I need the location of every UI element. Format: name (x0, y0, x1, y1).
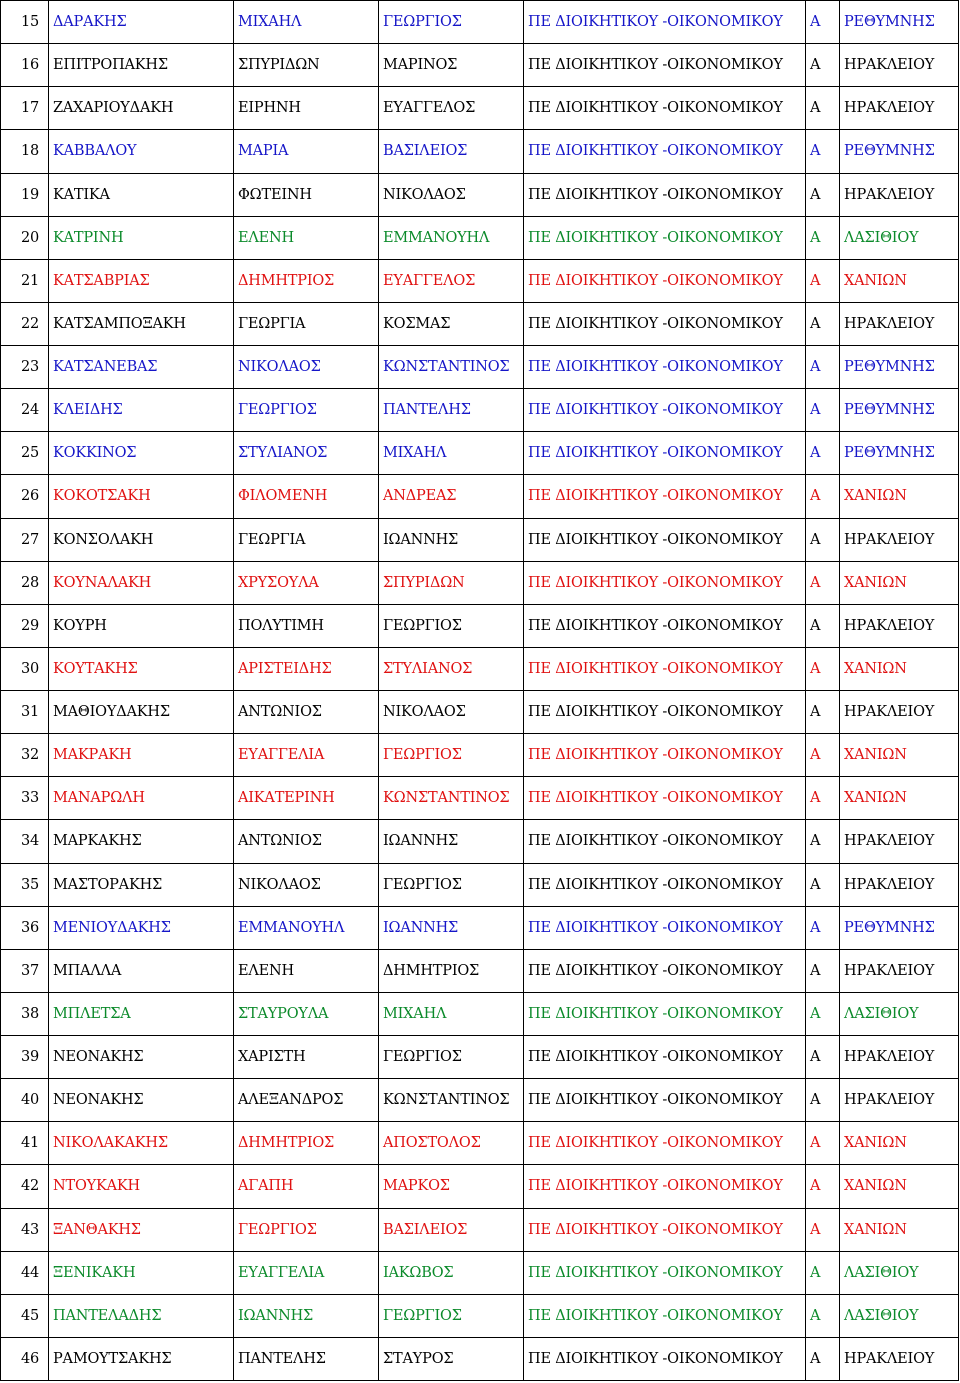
prefecture-cell: ΗΡΑΚΛΕΙΟΥ (840, 173, 959, 216)
category-cell: ΠΕ ΔΙΟΙΚΗΤΙΚΟΥ -ΟΙΚΟΝΟΜΙΚΟΥ (524, 1036, 806, 1079)
father-name-cell: ΕΜΜΑΝΟΥΗΛ (379, 216, 524, 259)
prefecture-cell: ΧΑΝΙΩΝ (840, 475, 959, 518)
grade-cell: Α (806, 992, 840, 1035)
prefecture-cell: ΡΕΘΥΜΝΗΣ (840, 389, 959, 432)
prefecture-cell: ΡΕΘΥΜΝΗΣ (840, 130, 959, 173)
father-name-cell: ΜΙΧΑΗΛ (379, 992, 524, 1035)
category-cell: ΠΕ ΔΙΟΙΚΗΤΙΚΟΥ -ΟΙΚΟΝΟΜΙΚΟΥ (524, 1, 806, 44)
category-cell: ΠΕ ΔΙΟΙΚΗΤΙΚΟΥ -ΟΙΚΟΝΟΜΙΚΟΥ (524, 346, 806, 389)
surname-cell: ΚΑΤΡΙΝΗ (49, 216, 234, 259)
father-name-cell: ΒΑΣΙΛΕΙΟΣ (379, 130, 524, 173)
first-name-cell: ΓΕΩΡΓΙΟΣ (234, 389, 379, 432)
father-name-cell: ΒΑΣΙΛΕΙΟΣ (379, 1208, 524, 1251)
table-row (1, 389, 959, 432)
grade-cell: Α (806, 820, 840, 863)
grade-cell: Α (806, 173, 840, 216)
category-cell: ΠΕ ΔΙΟΙΚΗΤΙΚΟΥ -ΟΙΚΟΝΟΜΙΚΟΥ (524, 44, 806, 87)
surname-cell: ΞΑΝΘΑΚΗΣ (49, 1208, 234, 1251)
prefecture-cell: ΧΑΝΙΩΝ (840, 561, 959, 604)
row-number: 23 (1, 346, 49, 389)
prefecture-cell: ΧΑΝΙΩΝ (840, 647, 959, 690)
grade-cell: Α (806, 1208, 840, 1251)
first-name-cell: ΜΙΧΑΗΛ (234, 1, 379, 44)
category-cell: ΠΕ ΔΙΟΙΚΗΤΙΚΟΥ -ΟΙΚΟΝΟΜΙΚΟΥ (524, 259, 806, 302)
prefecture-cell: ΗΡΑΚΛΕΙΟΥ (840, 87, 959, 130)
surname-cell: ΚΑΤΣΑΝΕΒΑΣ (49, 346, 234, 389)
table-row (1, 432, 959, 475)
father-name-cell: ΜΑΡΚΟΣ (379, 1165, 524, 1208)
prefecture-cell: ΧΑΝΙΩΝ (840, 777, 959, 820)
father-name-cell: ΜΙΧΑΗΛ (379, 432, 524, 475)
surname-cell: ΚΟΚΟΤΣΑΚΗ (49, 475, 234, 518)
father-name-cell: ΙΑΚΩΒΟΣ (379, 1251, 524, 1294)
first-name-cell: ΑΛΕΞΑΝΔΡΟΣ (234, 1079, 379, 1122)
table-row (1, 1208, 959, 1251)
father-name-cell: ΓΕΩΡΓΙΟΣ (379, 604, 524, 647)
surname-cell: ΠΑΝΤΕΛΑΔΗΣ (49, 1294, 234, 1337)
father-name-cell: ΣΤΥΛΙΑΝΟΣ (379, 647, 524, 690)
grade-cell: Α (806, 647, 840, 690)
surname-cell: ΚΟΥΤΑΚΗΣ (49, 647, 234, 690)
prefecture-cell: ΗΡΑΚΛΕΙΟΥ (840, 691, 959, 734)
table-row (1, 87, 959, 130)
first-name-cell: ΑΓΑΠΗ (234, 1165, 379, 1208)
row-number: 46 (1, 1337, 49, 1380)
prefecture-cell: ΗΡΑΚΛΕΙΟΥ (840, 820, 959, 863)
table-row (1, 1294, 959, 1337)
father-name-cell: ΝΙΚΟΛΑΟΣ (379, 691, 524, 734)
table-row (1, 44, 959, 87)
row-number: 32 (1, 734, 49, 777)
surname-cell: ΚΟΥΡΗ (49, 604, 234, 647)
category-cell: ΠΕ ΔΙΟΙΚΗΤΙΚΟΥ -ΟΙΚΟΝΟΜΙΚΟΥ (524, 216, 806, 259)
surname-cell: ΜΑΝΑΡΩΛΗ (49, 777, 234, 820)
grade-cell: Α (806, 259, 840, 302)
prefecture-cell: ΡΕΘΥΜΝΗΣ (840, 346, 959, 389)
surname-cell: ΚΑΒΒΑΛΟΥ (49, 130, 234, 173)
category-cell: ΠΕ ΔΙΟΙΚΗΤΙΚΟΥ -ΟΙΚΟΝΟΜΙΚΟΥ (524, 949, 806, 992)
prefecture-cell: ΡΕΘΥΜΝΗΣ (840, 1, 959, 44)
first-name-cell: ΔΗΜΗΤΡΙΟΣ (234, 1122, 379, 1165)
first-name-cell: ΕΛΕΝΗ (234, 949, 379, 992)
father-name-cell: ΝΙΚΟΛΑΟΣ (379, 173, 524, 216)
first-name-cell: ΔΗΜΗΤΡΙΟΣ (234, 259, 379, 302)
first-name-cell: ΑΝΤΩΝΙΟΣ (234, 820, 379, 863)
table-row (1, 259, 959, 302)
first-name-cell: ΑΙΚΑΤΕΡΙΝΗ (234, 777, 379, 820)
grade-cell: Α (806, 389, 840, 432)
table-row (1, 1122, 959, 1165)
category-cell: ΠΕ ΔΙΟΙΚΗΤΙΚΟΥ -ΟΙΚΟΝΟΜΙΚΟΥ (524, 777, 806, 820)
surname-cell: ΖΑΧΑΡΙΟΥΔΑΚΗ (49, 87, 234, 130)
father-name-cell: ΓΕΩΡΓΙΟΣ (379, 1036, 524, 1079)
table-row (1, 734, 959, 777)
row-number: 36 (1, 906, 49, 949)
surname-cell: ΞΕΝΙΚΑΚΗ (49, 1251, 234, 1294)
category-cell: ΠΕ ΔΙΟΙΚΗΤΙΚΟΥ -ΟΙΚΟΝΟΜΙΚΟΥ (524, 1079, 806, 1122)
first-name-cell: ΠΟΛΥΤΙΜΗ (234, 604, 379, 647)
table-row (1, 604, 959, 647)
prefecture-cell: ΡΕΘΥΜΝΗΣ (840, 432, 959, 475)
table-row (1, 1251, 959, 1294)
first-name-cell: ΣΤΑΥΡΟΥΛΑ (234, 992, 379, 1035)
first-name-cell: ΑΝΤΩΝΙΟΣ (234, 691, 379, 734)
surname-cell: ΜΠΑΛΛΑ (49, 949, 234, 992)
first-name-cell: ΕΙΡΗΝΗ (234, 87, 379, 130)
row-number: 39 (1, 1036, 49, 1079)
surname-cell: ΝΤΟΥΚΑΚΗ (49, 1165, 234, 1208)
table-row (1, 647, 959, 690)
prefecture-cell: ΛΑΣΙΘΙΟΥ (840, 1294, 959, 1337)
prefecture-cell: ΗΡΑΚΛΕΙΟΥ (840, 518, 959, 561)
grade-cell: Α (806, 216, 840, 259)
father-name-cell: ΚΩΝΣΤΑΝΤΙΝΟΣ (379, 346, 524, 389)
grade-cell: Α (806, 1122, 840, 1165)
surname-cell: ΜΑΘΙΟΥΔΑΚΗΣ (49, 691, 234, 734)
table-row (1, 691, 959, 734)
grade-cell: Α (806, 1337, 840, 1380)
surname-cell: ΚΑΤΣΑΜΠΟΞΑΚΗ (49, 302, 234, 345)
first-name-cell: ΦΩΤΕΙΝΗ (234, 173, 379, 216)
table-row (1, 518, 959, 561)
grade-cell: Α (806, 863, 840, 906)
table-row (1, 130, 959, 173)
first-name-cell: ΦΙΛΟΜΕΝΗ (234, 475, 379, 518)
table-row (1, 475, 959, 518)
row-number: 29 (1, 604, 49, 647)
grade-cell: Α (806, 906, 840, 949)
surname-cell: ΝΕΟΝΑΚΗΣ (49, 1079, 234, 1122)
category-cell: ΠΕ ΔΙΟΙΚΗΤΙΚΟΥ -ΟΙΚΟΝΟΜΙΚΟΥ (524, 432, 806, 475)
prefecture-cell: ΧΑΝΙΩΝ (840, 259, 959, 302)
row-number: 35 (1, 863, 49, 906)
category-cell: ΠΕ ΔΙΟΙΚΗΤΙΚΟΥ -ΟΙΚΟΝΟΜΙΚΟΥ (524, 691, 806, 734)
prefecture-cell: ΗΡΑΚΛΕΙΟΥ (840, 44, 959, 87)
surname-cell: ΚΟΚΚΙΝΟΣ (49, 432, 234, 475)
category-cell: ΠΕ ΔΙΟΙΚΗΤΙΚΟΥ -ΟΙΚΟΝΟΜΙΚΟΥ (524, 820, 806, 863)
table-row (1, 1, 959, 44)
father-name-cell: ΕΥΑΓΓΕΛΟΣ (379, 87, 524, 130)
prefecture-cell: ΛΑΣΙΘΙΟΥ (840, 1251, 959, 1294)
first-name-cell: ΓΕΩΡΓΙΑ (234, 518, 379, 561)
prefecture-cell: ΗΡΑΚΛΕΙΟΥ (840, 863, 959, 906)
grade-cell: Α (806, 604, 840, 647)
table-row (1, 302, 959, 345)
table-row (1, 1079, 959, 1122)
table-row (1, 1036, 959, 1079)
row-number: 26 (1, 475, 49, 518)
grade-cell: Α (806, 1251, 840, 1294)
surname-cell: ΕΠΙΤΡΟΠΑΚΗΣ (49, 44, 234, 87)
category-cell: ΠΕ ΔΙΟΙΚΗΤΙΚΟΥ -ΟΙΚΟΝΟΜΙΚΟΥ (524, 1337, 806, 1380)
prefecture-cell: ΗΡΑΚΛΕΙΟΥ (840, 604, 959, 647)
row-number: 31 (1, 691, 49, 734)
grade-cell: Α (806, 561, 840, 604)
roster-body (1, 1, 959, 1381)
row-number: 41 (1, 1122, 49, 1165)
row-number: 27 (1, 518, 49, 561)
category-cell: ΠΕ ΔΙΟΙΚΗΤΙΚΟΥ -ΟΙΚΟΝΟΜΙΚΟΥ (524, 475, 806, 518)
father-name-cell: ΠΑΝΤΕΛΗΣ (379, 389, 524, 432)
first-name-cell: ΕΥΑΓΓΕΛΙΑ (234, 734, 379, 777)
category-cell: ΠΕ ΔΙΟΙΚΗΤΙΚΟΥ -ΟΙΚΟΝΟΜΙΚΟΥ (524, 647, 806, 690)
category-cell: ΠΕ ΔΙΟΙΚΗΤΙΚΟΥ -ΟΙΚΟΝΟΜΙΚΟΥ (524, 1251, 806, 1294)
surname-cell: ΚΟΝΣΟΛΑΚΗ (49, 518, 234, 561)
table-row (1, 561, 959, 604)
first-name-cell: ΑΡΙΣΤΕΙΔΗΣ (234, 647, 379, 690)
category-cell: ΠΕ ΔΙΟΙΚΗΤΙΚΟΥ -ΟΙΚΟΝΟΜΙΚΟΥ (524, 1208, 806, 1251)
father-name-cell: ΓΕΩΡΓΙΟΣ (379, 1, 524, 44)
category-cell: ΠΕ ΔΙΟΙΚΗΤΙΚΟΥ -ΟΙΚΟΝΟΜΙΚΟΥ (524, 1165, 806, 1208)
category-cell: ΠΕ ΔΙΟΙΚΗΤΙΚΟΥ -ΟΙΚΟΝΟΜΙΚΟΥ (524, 173, 806, 216)
grade-cell: Α (806, 475, 840, 518)
surname-cell: ΚΑΤΙΚΑ (49, 173, 234, 216)
father-name-cell: ΣΤΑΥΡΟΣ (379, 1337, 524, 1380)
row-number: 44 (1, 1251, 49, 1294)
row-number: 34 (1, 820, 49, 863)
row-number: 24 (1, 389, 49, 432)
row-number: 15 (1, 1, 49, 44)
row-number: 20 (1, 216, 49, 259)
grade-cell: Α (806, 302, 840, 345)
surname-cell: ΜΕΝΙΟΥΔΑΚΗΣ (49, 906, 234, 949)
first-name-cell: ΜΑΡΙΑ (234, 130, 379, 173)
row-number: 16 (1, 44, 49, 87)
table-row (1, 173, 959, 216)
father-name-cell: ΙΩΑΝΝΗΣ (379, 518, 524, 561)
father-name-cell: ΑΠΟΣΤΟΛΟΣ (379, 1122, 524, 1165)
prefecture-cell: ΗΡΑΚΛΕΙΟΥ (840, 302, 959, 345)
father-name-cell: ΔΗΜΗΤΡΙΟΣ (379, 949, 524, 992)
prefecture-cell: ΛΑΣΙΘΙΟΥ (840, 216, 959, 259)
surname-cell: ΜΑΡΚΑΚΗΣ (49, 820, 234, 863)
row-number: 30 (1, 647, 49, 690)
table-row (1, 906, 959, 949)
father-name-cell: ΚΩΝΣΤΑΝΤΙΝΟΣ (379, 777, 524, 820)
grade-cell: Α (806, 130, 840, 173)
father-name-cell: ΚΩΝΣΤΑΝΤΙΝΟΣ (379, 1079, 524, 1122)
row-number: 21 (1, 259, 49, 302)
category-cell: ΠΕ ΔΙΟΙΚΗΤΙΚΟΥ -ΟΙΚΟΝΟΜΙΚΟΥ (524, 604, 806, 647)
prefecture-cell: ΛΑΣΙΘΙΟΥ (840, 992, 959, 1035)
father-name-cell: ΚΟΣΜΑΣ (379, 302, 524, 345)
prefecture-cell: ΧΑΝΙΩΝ (840, 734, 959, 777)
row-number: 45 (1, 1294, 49, 1337)
table-row (1, 1165, 959, 1208)
category-cell: ΠΕ ΔΙΟΙΚΗΤΙΚΟΥ -ΟΙΚΟΝΟΜΙΚΟΥ (524, 734, 806, 777)
grade-cell: Α (806, 691, 840, 734)
surname-cell: ΚΛΕΙΔΗΣ (49, 389, 234, 432)
grade-cell: Α (806, 1, 840, 44)
grade-cell: Α (806, 432, 840, 475)
father-name-cell: ΜΑΡΙΝΟΣ (379, 44, 524, 87)
father-name-cell: ΕΥΑΓΓΕΛΟΣ (379, 259, 524, 302)
prefecture-cell: ΗΡΑΚΛΕΙΟΥ (840, 1337, 959, 1380)
first-name-cell: ΕΜΜΑΝΟΥΗΛ (234, 906, 379, 949)
category-cell: ΠΕ ΔΙΟΙΚΗΤΙΚΟΥ -ΟΙΚΟΝΟΜΙΚΟΥ (524, 389, 806, 432)
category-cell: ΠΕ ΔΙΟΙΚΗΤΙΚΟΥ -ΟΙΚΟΝΟΜΙΚΟΥ (524, 863, 806, 906)
prefecture-cell: ΡΕΘΥΜΝΗΣ (840, 906, 959, 949)
grade-cell: Α (806, 1079, 840, 1122)
table-row (1, 820, 959, 863)
father-name-cell: ΣΠΥΡΙΔΩΝ (379, 561, 524, 604)
row-number: 33 (1, 777, 49, 820)
first-name-cell: ΠΑΝΤΕΛΗΣ (234, 1337, 379, 1380)
father-name-cell: ΙΩΑΝΝΗΣ (379, 820, 524, 863)
row-number: 40 (1, 1079, 49, 1122)
first-name-cell: ΓΕΩΡΓΙΑ (234, 302, 379, 345)
row-number: 18 (1, 130, 49, 173)
prefecture-cell: ΗΡΑΚΛΕΙΟΥ (840, 1036, 959, 1079)
grade-cell: Α (806, 949, 840, 992)
first-name-cell: ΧΑΡΙΣΤΗ (234, 1036, 379, 1079)
prefecture-cell: ΗΡΑΚΛΕΙΟΥ (840, 949, 959, 992)
row-number: 42 (1, 1165, 49, 1208)
surname-cell: ΚΟΥΝΑΛΑΚΗ (49, 561, 234, 604)
surname-cell: ΝΕΟΝΑΚΗΣ (49, 1036, 234, 1079)
prefecture-cell: ΧΑΝΙΩΝ (840, 1208, 959, 1251)
first-name-cell: ΝΙΚΟΛΑΟΣ (234, 346, 379, 389)
grade-cell: Α (806, 1036, 840, 1079)
surname-cell: ΡΑΜΟΥΤΣΑΚΗΣ (49, 1337, 234, 1380)
category-cell: ΠΕ ΔΙΟΙΚΗΤΙΚΟΥ -ΟΙΚΟΝΟΜΙΚΟΥ (524, 906, 806, 949)
table-row (1, 346, 959, 389)
surname-cell: ΝΙΚΟΛΑΚΑΚΗΣ (49, 1122, 234, 1165)
surname-cell: ΔΑΡΑΚΗΣ (49, 1, 234, 44)
surname-cell: ΚΑΤΣΑΒΡΙΑΣ (49, 259, 234, 302)
grade-cell: Α (806, 777, 840, 820)
table-row (1, 777, 959, 820)
first-name-cell: ΧΡΥΣΟΥΛΑ (234, 561, 379, 604)
grade-cell: Α (806, 44, 840, 87)
row-number: 43 (1, 1208, 49, 1251)
surname-cell: ΜΑΣΤΟΡΑΚΗΣ (49, 863, 234, 906)
table-row (1, 863, 959, 906)
table-row (1, 1337, 959, 1380)
father-name-cell: ΑΝΔΡΕΑΣ (379, 475, 524, 518)
first-name-cell: ΕΛΕΝΗ (234, 216, 379, 259)
category-cell: ΠΕ ΔΙΟΙΚΗΤΙΚΟΥ -ΟΙΚΟΝΟΜΙΚΟΥ (524, 130, 806, 173)
father-name-cell: ΓΕΩΡΓΙΟΣ (379, 1294, 524, 1337)
category-cell: ΠΕ ΔΙΟΙΚΗΤΙΚΟΥ -ΟΙΚΟΝΟΜΙΚΟΥ (524, 302, 806, 345)
category-cell: ΠΕ ΔΙΟΙΚΗΤΙΚΟΥ -ΟΙΚΟΝΟΜΙΚΟΥ (524, 518, 806, 561)
row-number: 19 (1, 173, 49, 216)
first-name-cell: ΓΕΩΡΓΙΟΣ (234, 1208, 379, 1251)
category-cell: ΠΕ ΔΙΟΙΚΗΤΙΚΟΥ -ΟΙΚΟΝΟΜΙΚΟΥ (524, 992, 806, 1035)
grade-cell: Α (806, 346, 840, 389)
table-row (1, 949, 959, 992)
grade-cell: Α (806, 87, 840, 130)
first-name-cell: ΕΥΑΓΓΕΛΙΑ (234, 1251, 379, 1294)
prefecture-cell: ΧΑΝΙΩΝ (840, 1165, 959, 1208)
surname-cell: ΜΑΚΡΑΚΗ (49, 734, 234, 777)
row-number: 28 (1, 561, 49, 604)
prefecture-cell: ΧΑΝΙΩΝ (840, 1122, 959, 1165)
category-cell: ΠΕ ΔΙΟΙΚΗΤΙΚΟΥ -ΟΙΚΟΝΟΜΙΚΟΥ (524, 1294, 806, 1337)
category-cell: ΠΕ ΔΙΟΙΚΗΤΙΚΟΥ -ΟΙΚΟΝΟΜΙΚΟΥ (524, 1122, 806, 1165)
first-name-cell: ΝΙΚΟΛΑΟΣ (234, 863, 379, 906)
first-name-cell: ΣΤΥΛΙΑΝΟΣ (234, 432, 379, 475)
grade-cell: Α (806, 1294, 840, 1337)
grade-cell: Α (806, 518, 840, 561)
grade-cell: Α (806, 734, 840, 777)
category-cell: ΠΕ ΔΙΟΙΚΗΤΙΚΟΥ -ΟΙΚΟΝΟΜΙΚΟΥ (524, 561, 806, 604)
category-cell: ΠΕ ΔΙΟΙΚΗΤΙΚΟΥ -ΟΙΚΟΝΟΜΙΚΟΥ (524, 87, 806, 130)
father-name-cell: ΓΕΩΡΓΙΟΣ (379, 863, 524, 906)
row-number: 25 (1, 432, 49, 475)
row-number: 17 (1, 87, 49, 130)
row-number: 38 (1, 992, 49, 1035)
father-name-cell: ΓΕΩΡΓΙΟΣ (379, 734, 524, 777)
table-row (1, 992, 959, 1035)
row-number: 37 (1, 949, 49, 992)
table-row (1, 216, 959, 259)
surname-cell: ΜΠΛΕΤΣΑ (49, 992, 234, 1035)
first-name-cell: ΙΩΑΝΝΗΣ (234, 1294, 379, 1337)
row-number: 22 (1, 302, 49, 345)
prefecture-cell: ΗΡΑΚΛΕΙΟΥ (840, 1079, 959, 1122)
father-name-cell: ΙΩΑΝΝΗΣ (379, 906, 524, 949)
grade-cell: Α (806, 1165, 840, 1208)
first-name-cell: ΣΠΥΡΙΔΩΝ (234, 44, 379, 87)
